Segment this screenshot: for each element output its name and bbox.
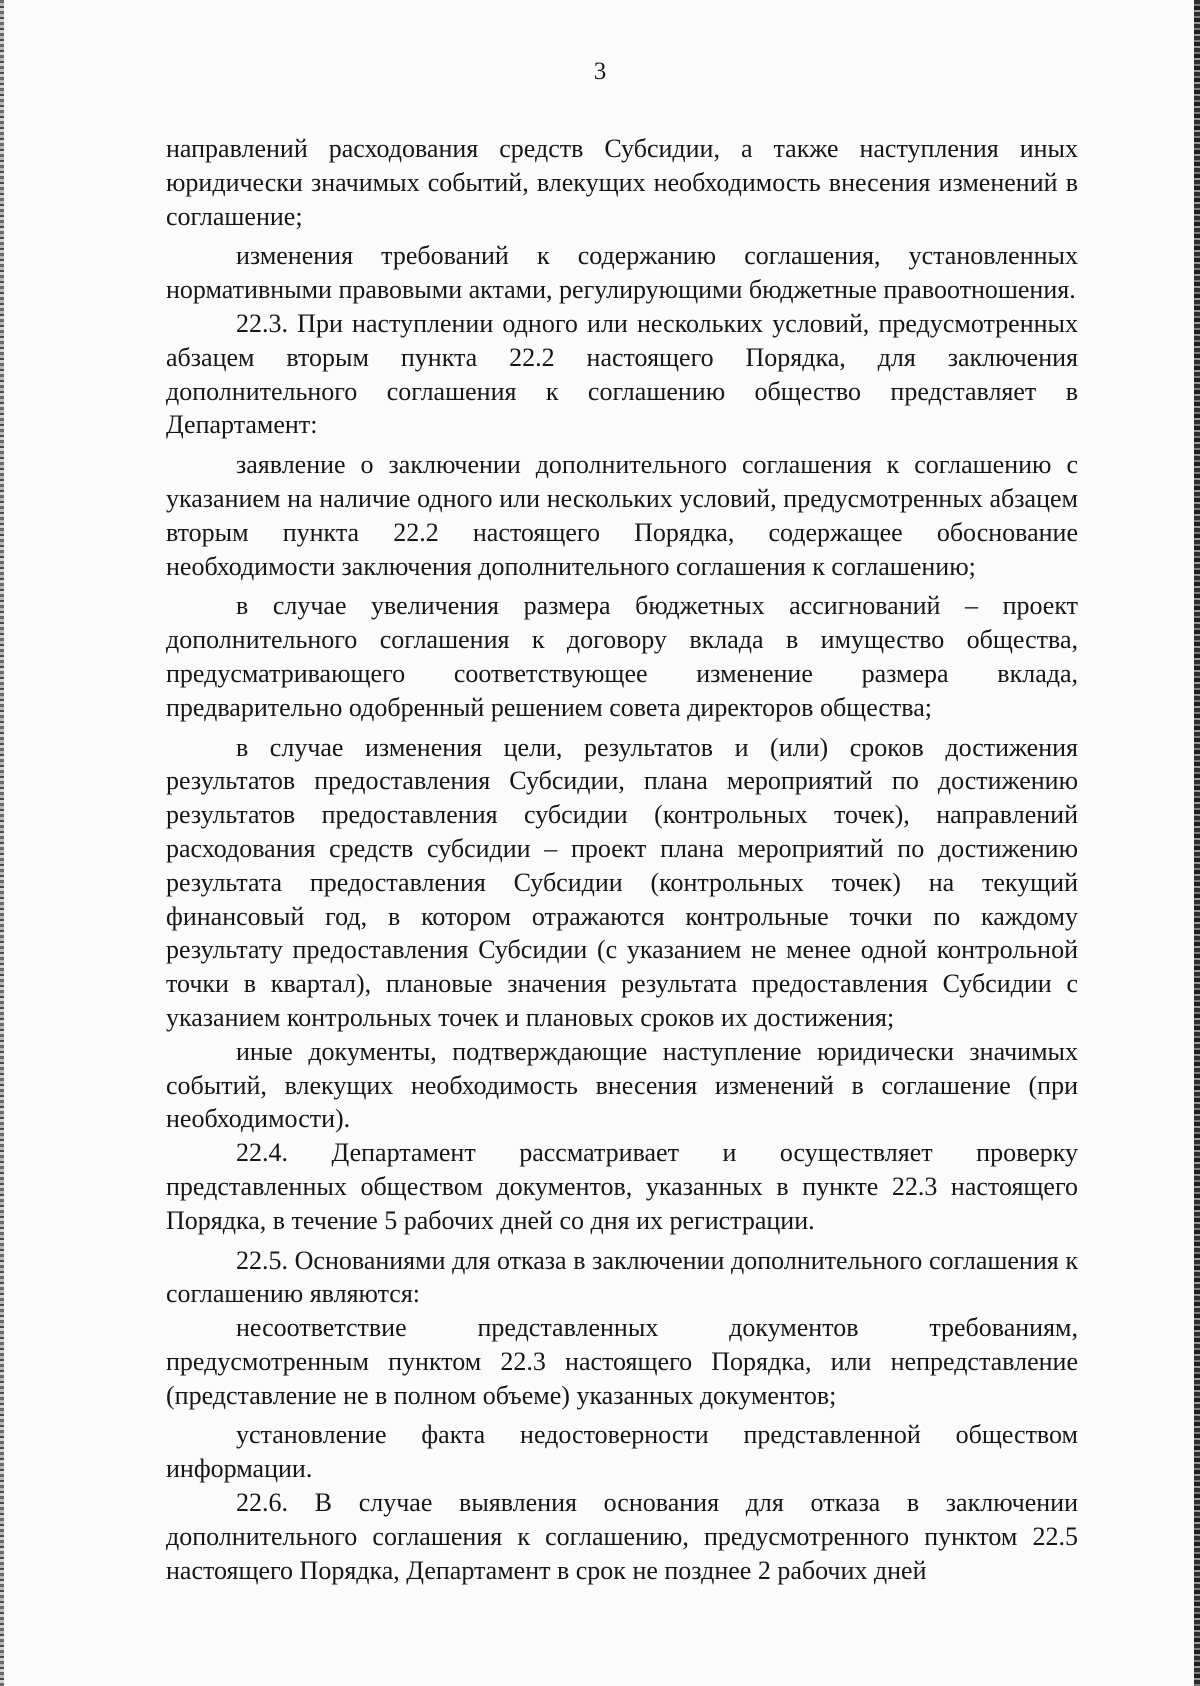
document-body	[166, 132, 1078, 1587]
paragraph-continuation: направлений расходования средств Субсидии, а также наступления иных юридически значимых событий, влекущих необходимость внесения изменений в соглашение;	[166, 134, 1078, 231]
paragraph: в случае изменения цели, результатов и (или) сроков достижения результатов предоставления Субсидии, плана мероприятий по достижению результатов предоставления субсидии (контрольных точек), направлений расходования средств субсидии – проект плана мероприятий по достижению результата предоставления Субсидии (контрольных точек) на текущий финансовый год, в котором отражаются контрольные точки по каждому результату предоставления Субсидии (с указанием не менее одной контрольной точки в квартал), плановые значения результата предоставления Субсидии с указанием контрольных точек и плановых сроков их достижения;	[166, 732, 1078, 1032]
paragraph-clause-22-4: 22.4. Департамент рассматривает и осуществляет проверку представленных обществом документов, указанных в пункте 22.3 настоящего Порядка, в течение 5 рабочих дней со дня их регистрации.	[166, 1138, 1078, 1235]
scan-edge-left	[0, 0, 4, 1686]
paragraph: заявление о заключении дополнительного соглашения к соглашению с указанием на наличие одного или нескольких условий, предусмотренных абзацем вторым пункта 22.2 настоящего Порядка, содержащее обоснование необходимости заключения дополнительного соглашения к соглашению;	[166, 450, 1078, 581]
paragraph: иные документы, подтверждающие наступление юридически значимых событий, влекущих необходимость внесения изменений в соглашение (при необходимости).	[166, 1036, 1078, 1134]
paragraph: изменения требований к содержанию соглашения, установленных нормативными правовыми актами, регулирующими бюджетные правоотношения.	[166, 241, 1078, 305]
paragraph: несоответствие представленных документов требованиям, предусмотренным пунктом 22.3 настоящего Порядка, или непредставление (представление не в полном объеме) указанных документов;	[166, 1313, 1078, 1410]
paragraph-clause-22-5: 22.5. Основаниями для отказа в заключении дополнительного соглашения к соглашению являются:	[166, 1245, 1078, 1309]
scan-edge-right	[1194, 0, 1200, 1686]
page-number: 3	[593, 58, 607, 85]
paragraph-clause-22-6: 22.6. В случае выявления основания для отказа в заключении дополнительного соглашения к соглашению, предусмотренного пунктом 22.5 настоящего Порядка, Департамент в срок не позднее 2 рабочих дней	[166, 1488, 1078, 1585]
paragraph: установление факта недостоверности представленной обществом информации.	[166, 1420, 1078, 1484]
paragraph-clause-22-3: 22.3. При наступлении одного или нескольких условий, предусмотренных абзацем вторым пункта 22.2 настоящего Порядка, для заключения дополнительного соглашения к соглашению общество представляет в Департамент:	[166, 308, 1078, 440]
paragraph: в случае увеличения размера бюджетных ассигнований – проект дополнительного соглашения к договору вклада в имущество общества, предусматривающего соответствующее изменение размера вклада, предварительно одобренный решением совета директоров общества;	[166, 591, 1078, 722]
